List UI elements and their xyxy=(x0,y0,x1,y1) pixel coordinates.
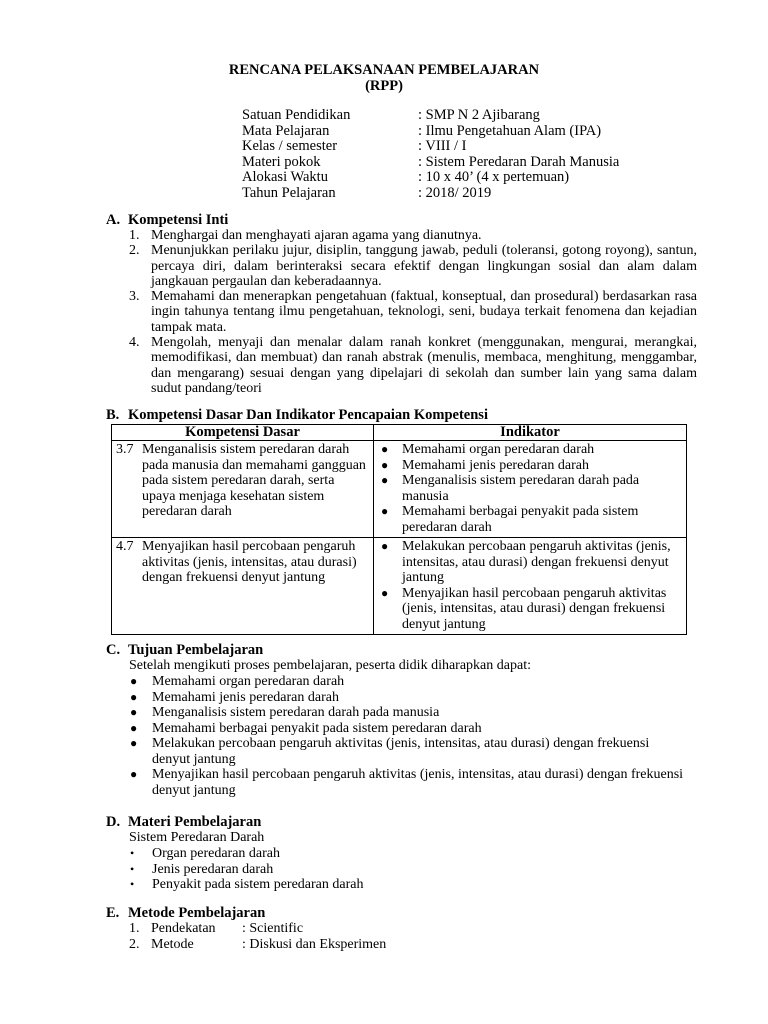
list-item-text: Menganalisis sistem peredaran darah pada manusia xyxy=(152,705,440,720)
list-item-text: Memahami organ peredaran darah xyxy=(152,674,345,689)
identity-value: : 2018/ 2019 xyxy=(418,184,492,201)
section-letter: C. xyxy=(106,642,121,658)
section-letter: A. xyxy=(106,212,121,228)
section-d-heading xyxy=(106,815,261,831)
column-header-indicator: Indikator xyxy=(374,425,687,441)
list-item-text: Menunjukkan perilaku jujur, disiplin, tanggung jawab, peduli (toleransi, gotong royong), santun, percaya diri, dalam berinteraksi secara efektif dengan lingkungan sosial dan alam dalam jangkauan pergaulan dan keberadaannya. xyxy=(151,243,697,289)
table-row xyxy=(112,538,687,635)
indicator-cell xyxy=(374,538,687,635)
bullet-icon: ● xyxy=(130,736,138,750)
indicator-text: Memahami organ peredaran darah xyxy=(402,442,595,457)
metode-value: : Diskusi dan Eksperimen xyxy=(242,936,387,952)
list-item xyxy=(129,862,629,878)
bullet-icon: ● xyxy=(381,442,389,456)
list-item-text: Memahami jenis peredaran darah xyxy=(152,689,339,705)
section-e-heading xyxy=(106,906,265,922)
list-item-text: Organ peredaran darah xyxy=(152,846,281,861)
section-letter: B. xyxy=(106,407,120,423)
bullet-icon: ● xyxy=(130,674,138,688)
metode-label: Metode xyxy=(151,936,194,952)
identity-label: Tahun Pelajaran xyxy=(242,184,336,201)
indicator-text: Memahami berbagai penyakit pada sistem peredaran darah xyxy=(402,504,639,535)
kd-text: Menganalisis sistem peredaran darah pada manusia dan memahami gangguan pada sistem peredaran darah, serta upaya menjaga kesehatan sistem peredaran darah xyxy=(142,442,366,519)
document-subtitle: (RPP) xyxy=(365,78,403,94)
list-item-text: Melakukan percobaan pengaruh aktivitas (jenis, intensitas, atau durasi) dengan frekuensi denyut jantung xyxy=(152,736,650,767)
identity-value: : Sistem Peredaran Darah Manusia xyxy=(418,153,620,170)
list-item xyxy=(129,921,529,937)
kompetensi-inti-list xyxy=(129,228,697,396)
list-item xyxy=(129,289,697,335)
list-item-text: Menghargai dan menghayati ajaran agama yang dianutnya. xyxy=(151,228,482,243)
section-title: Kompetensi Dasar Dan Indikator Pencapaian Kompetensi xyxy=(128,407,488,423)
metode-list xyxy=(129,921,529,952)
identity-label: Satuan Pendidikan xyxy=(242,107,351,123)
list-number: 1. xyxy=(129,921,140,936)
indicator-text: Menganalisis sistem peredaran darah pada manusia xyxy=(402,473,640,504)
indicator-item xyxy=(378,473,682,504)
list-item xyxy=(129,674,689,690)
identity-label: Alokasi Waktu xyxy=(242,169,328,185)
kd-number: 3.7 xyxy=(116,442,134,457)
metode-label: Pendekatan xyxy=(151,921,216,936)
indicator-text: Menyajikan hasil percobaan pengaruh aktivitas (jenis, intensitas, atau durasi) dengan frekuensi denyut jantung xyxy=(402,585,667,632)
list-number: 4. xyxy=(129,335,140,351)
list-item-text: Mengolah, menyaji dan menalar dalam ranah konkret (menggunakan, mengurai, merangkai, memodifikasi, dan membuat) dan ranah abstrak (menulis, membaca, menghitung, menggambar, dan mengarang) sesuai dengan yang dipelajari di sekolah dan sumber lain yang sama dalam sudut pandang/teori xyxy=(151,335,697,396)
list-item xyxy=(129,690,689,706)
list-item xyxy=(129,846,629,862)
list-number: 3. xyxy=(129,289,140,305)
bullet-icon: • xyxy=(130,861,135,876)
materi-list xyxy=(129,846,629,893)
list-item xyxy=(129,243,697,289)
indicator-item xyxy=(378,539,682,586)
list-item-text: Menyajikan hasil percobaan pengaruh aktivitas (jenis, intensitas, atau durasi) dengan frekuensi denyut jantung xyxy=(152,767,684,798)
section-letter: E. xyxy=(106,905,120,921)
list-item xyxy=(129,767,689,798)
indicator-item xyxy=(378,442,682,458)
identity-value: : 10 x 40’ (4 x pertemuan) xyxy=(418,169,570,185)
identity-value: : Ilmu Pengetahuan Alam (IPA) xyxy=(418,122,602,139)
section-title: Materi Pembelajaran xyxy=(128,814,262,830)
section-title: Kompetensi Inti xyxy=(128,212,229,228)
kd-number: 4.7 xyxy=(116,539,134,554)
list-item xyxy=(129,335,697,396)
bullet-icon: ● xyxy=(130,689,138,704)
objectives-list xyxy=(129,674,689,798)
kd-text: Menyajikan hasil percobaan pengaruh aktivitas (jenis, intensitas, atau durasi) dengan frekuensi denyut jantung xyxy=(142,539,357,585)
list-item-text: Memahami berbagai penyakit pada sistem peredaran darah xyxy=(152,720,482,736)
bullet-icon: ● xyxy=(381,473,389,487)
bullet-icon: ● xyxy=(381,504,389,518)
document-title: RENCANA PELAKSANAAN PEMBELAJARAN xyxy=(228,62,540,78)
identity-value: : SMP N 2 Ajibarang xyxy=(418,107,540,123)
list-number: 2. xyxy=(129,936,140,952)
indicator-text: Melakukan percobaan pengaruh aktivitas (jenis, intensitas, atau durasi) dengan frekuensi denyut jantung xyxy=(402,539,671,585)
list-item-text: Penyakit pada sistem peredaran darah xyxy=(152,877,364,892)
identity-value: : VIII / I xyxy=(418,138,467,154)
table-row xyxy=(112,441,687,538)
objectives-intro: Setelah mengikuti proses pembelajaran, peserta didik diharapkan dapat: xyxy=(129,658,531,673)
list-item-text: Memahami dan menerapkan pengetahuan (faktual, konseptual, dan prosedural) berdasarkan rasa ingin tahunya tentang ilmu pengetahuan, teknologi, seni, budaya terkait fenomena dan kejadian tampak mata. xyxy=(151,289,697,335)
bullet-icon: ● xyxy=(381,585,389,600)
bullet-icon: ● xyxy=(130,767,138,781)
bullet-icon: ● xyxy=(130,705,138,719)
metode-value: : Scientific xyxy=(242,921,304,936)
bullet-icon: ● xyxy=(381,539,389,553)
list-item xyxy=(129,937,529,953)
bullet-icon: • xyxy=(130,846,135,860)
identity-label: Materi pokok xyxy=(242,153,321,170)
bullet-icon: • xyxy=(130,877,135,891)
identity-label: Mata Pelajaran xyxy=(242,122,330,139)
list-item xyxy=(129,705,689,721)
section-title: Tujuan Pembelajaran xyxy=(128,642,264,658)
column-header-kd: Kompetensi Dasar xyxy=(112,425,374,441)
indicator-cell xyxy=(374,441,687,538)
kd-cell xyxy=(112,538,374,635)
list-item xyxy=(129,736,689,767)
indicator-item xyxy=(378,586,682,633)
list-item xyxy=(129,228,697,243)
bullet-icon: ● xyxy=(130,720,138,735)
indicator-item xyxy=(378,504,682,535)
section-letter: D. xyxy=(106,814,121,830)
kd-cell xyxy=(112,441,374,538)
identity-label: Kelas / semester xyxy=(242,138,338,154)
competency-table xyxy=(111,424,687,635)
list-number: 1. xyxy=(129,228,140,243)
list-number: 2. xyxy=(129,243,140,259)
indicator-item xyxy=(378,458,682,474)
section-c-heading xyxy=(106,643,263,659)
indicator-text: Memahami jenis peredaran darah xyxy=(402,457,589,473)
section-title: Metode Pembelajaran xyxy=(128,905,266,921)
materi-intro: Sistem Peredaran Darah xyxy=(129,830,265,845)
table-header-row xyxy=(112,425,687,441)
bullet-icon: ● xyxy=(381,457,389,472)
list-item xyxy=(129,877,629,893)
section-a-heading xyxy=(106,213,228,229)
list-item xyxy=(129,721,689,737)
list-item-text: Jenis peredaran darah xyxy=(152,861,274,877)
section-b-heading xyxy=(106,408,488,424)
